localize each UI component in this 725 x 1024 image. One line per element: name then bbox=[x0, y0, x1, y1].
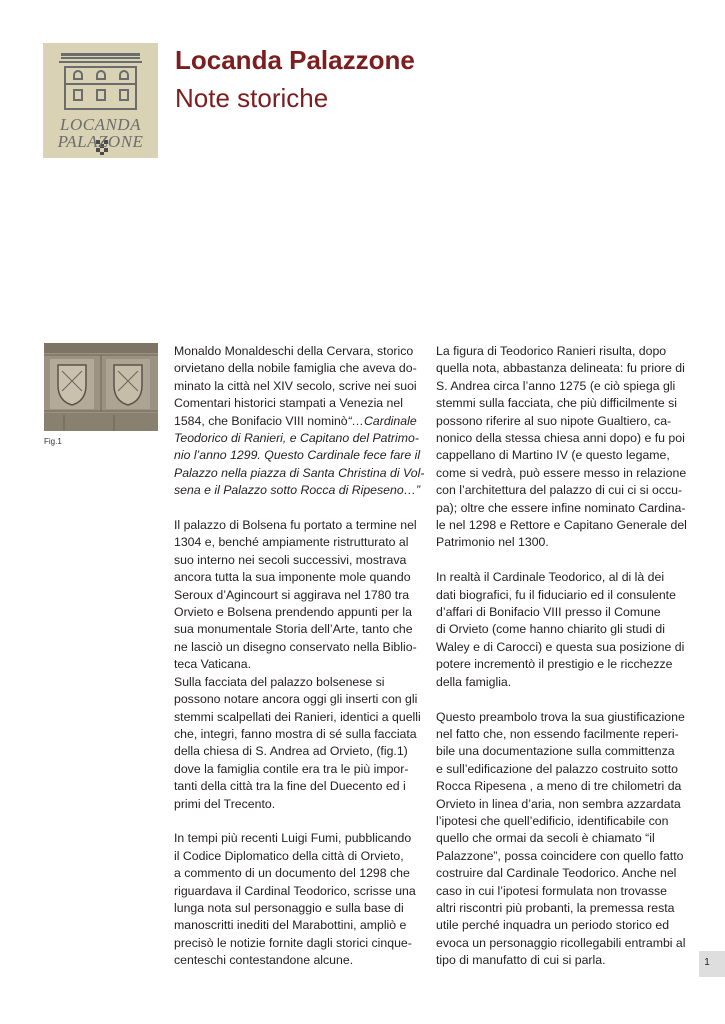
text-line: centeschi contestandone alcune. bbox=[174, 953, 354, 968]
text-line: Il palazzo di Bolsena fu portato a termine nel bbox=[174, 518, 417, 533]
text-line: il Codice Diplomatico della città di Orvieto, bbox=[174, 848, 404, 863]
text-line: dati biografici, fu il fiduciario ed il consulente bbox=[436, 587, 676, 602]
text-line: tipo di manufatto di cui si parla. bbox=[436, 953, 606, 968]
quote-line: Teodorico di Ranieri, e Capitano del Patrimo- bbox=[174, 431, 419, 446]
text-line: Rocca Ripesena , a meno di tre chilometri da bbox=[436, 779, 682, 794]
text-line: Patrimonio nel 1300. bbox=[436, 535, 549, 550]
quote-line: sena e il Palazzo sotto Rocca di Ripeseno…” bbox=[174, 483, 421, 498]
stone-coats-of-arms-image bbox=[44, 343, 158, 431]
text-line: Questo preambolo trova la sua giustificazione bbox=[436, 709, 685, 724]
text-line: riguardava il Cardinal Teodorico, scrisse una bbox=[174, 883, 416, 898]
text-line: Monaldo Monaldeschi della Cervara, storico bbox=[174, 344, 414, 358]
paragraph bbox=[174, 343, 425, 500]
text-line: Orvieto e Bolsena prendendo appunti per la bbox=[174, 605, 412, 620]
text-line: possono riferire al suo nipote Gualtiero, ca- bbox=[436, 413, 672, 428]
text-line: ancora tutta la sua imponente mole quando bbox=[174, 570, 411, 585]
text-segment: 1584, che Bonifacio VIII nominò bbox=[174, 413, 348, 428]
figure-1-photo bbox=[44, 343, 158, 431]
logo-word-palazone: PALAZONE bbox=[57, 132, 144, 151]
text-line: evoca un personaggio ricollegabili entrambi al bbox=[436, 935, 686, 950]
text-line: come si vedrà, può essere messo in relazione bbox=[436, 465, 687, 480]
text-line: con l’architettura del palazzo di cui ci si occu- bbox=[436, 483, 683, 498]
text-line: cappellano di Martino IV (e questo legame, bbox=[436, 448, 670, 463]
text-line: stemmi scalpellati dei Ranieri, identici a quelli bbox=[174, 709, 421, 724]
text-line bbox=[174, 413, 417, 430]
figure-caption: Fig.1 bbox=[44, 437, 62, 446]
text-line: costruire dal Cardinale Teodorico. Anche nel bbox=[436, 866, 677, 881]
text-line: a commento di un documento del 1298 che bbox=[174, 866, 410, 881]
text-line: primi del Trecento. bbox=[174, 796, 276, 811]
text-line: possono notare ancora oggi gli inserti con gli bbox=[174, 692, 418, 707]
paragraph bbox=[174, 674, 421, 813]
page-number-tab bbox=[699, 951, 725, 977]
text-line: e sull’edificazione del palazzo costruito sotto bbox=[436, 761, 678, 776]
text-line: di Orvieto (come hanno chiarito gli studi di bbox=[436, 622, 665, 637]
text-line: della chiesa di S. Andrea ad Orvieto, (fig.1) bbox=[174, 744, 408, 759]
text-line: caso in cui l’ipotesi formulata non trovasse bbox=[436, 883, 668, 898]
text-line: nel fatto che, non essendo facilmente reperi- bbox=[436, 726, 679, 741]
text-line: La figura di Teodorico Ranieri risulta, dopo bbox=[436, 344, 667, 358]
text-line: Sulla facciata del palazzo bolsenese si bbox=[174, 674, 385, 689]
text-line: Comentari historici stampati a Venezia nel bbox=[174, 396, 403, 411]
quote-segment: “…Cardinale bbox=[347, 413, 417, 428]
text-line: teca Vaticana. bbox=[174, 657, 252, 672]
text-line: lunga nota sul personaggio e sulla base di bbox=[174, 900, 404, 915]
text-line: le nel 1298 e Rettore e Capitano Generale del bbox=[436, 518, 687, 533]
text-column-right bbox=[436, 343, 687, 987]
text-line: ne lasciò un disegno conservato nella Biblio- bbox=[174, 639, 417, 654]
text-line: precisò le notizie fornite dagli storici cinque- bbox=[174, 935, 412, 950]
page-subtitle: Note storiche bbox=[175, 83, 329, 113]
text-line: nonico della stessa chiesa anni dopo) e fu poi bbox=[436, 431, 685, 446]
paragraph bbox=[174, 830, 416, 969]
text-line: S. Andrea circa l’anno 1275 (e ciò spiega gli bbox=[436, 378, 676, 393]
text-line: utile perché inquadra un periodo storico ed bbox=[436, 918, 670, 933]
text-line: Seroux d’Agincourt si aggirava nel 1780 tra bbox=[174, 587, 410, 602]
text-line: bile una documentazione sulla committenza bbox=[436, 744, 675, 759]
paragraph bbox=[436, 343, 687, 552]
text-line: della famiglia. bbox=[436, 674, 512, 689]
quote-line: Palazzo nella piazza di Santa Christina di Vol- bbox=[174, 465, 425, 480]
paragraph bbox=[174, 517, 417, 674]
text-column-left bbox=[174, 343, 425, 987]
text-line: 1304 e, benché ampiamente ristrutturato al bbox=[174, 535, 409, 550]
text-line: tanti della città tra la fine del Duecento ed i bbox=[174, 779, 406, 794]
text-line: d’affari di Bonifacio VIII presso il Comune bbox=[436, 605, 661, 620]
text-line: quello che ormai da secoli è chiamato “il bbox=[436, 831, 655, 846]
text-line: suo interno nei secoli successivi, mostrava bbox=[174, 552, 407, 567]
text-line: l’ipotesi che quell’edificio, identificabile con bbox=[436, 813, 669, 828]
text-line: che, integri, fanno mostra di sé sulla facciata bbox=[174, 726, 417, 741]
text-line: minato la città nel XIV secolo, scrive nei suoi bbox=[174, 378, 417, 393]
quote-line: nio l’anno 1299. Questo Cardinale fece fare il bbox=[174, 448, 421, 463]
text-line: dove la famiglia contile era tra le più impor- bbox=[174, 761, 409, 776]
text-line: manoscritti inediti del Marabottini, ampliò e bbox=[174, 918, 407, 933]
text-line: stemmi sulla facciata, che più difficilmente si bbox=[436, 396, 678, 411]
text-line: orvietano della nobile famiglia che aveva do- bbox=[174, 361, 417, 376]
locanda-palazzone-logo bbox=[43, 43, 158, 158]
text-line: Palazzone”, possa coincidere con quello fatto bbox=[436, 848, 684, 863]
logo-word-locanda: LOCANDA bbox=[60, 115, 141, 134]
text-line: potere incrementò il prestigio e le ricchezze bbox=[436, 657, 673, 672]
text-line: pa); oltre che essere infine nominato Cardina- bbox=[436, 500, 686, 515]
text-line: quella nota, abbastanza delineata: fu priore di bbox=[436, 361, 685, 376]
text-line: altri riscontri più probanti, la premessa resta bbox=[436, 900, 675, 915]
page-number: 1 bbox=[704, 957, 710, 968]
text-line: sua monumentale Storia dell’Arte, tanto che bbox=[174, 622, 413, 637]
text-line: Waley e di Carocci) e questa sua posizione di bbox=[436, 639, 685, 654]
paragraph bbox=[436, 569, 685, 691]
text-line: Orvieto in linea d’aria, non sembra azzardata bbox=[436, 796, 681, 811]
text-line: In tempi più recenti Luigi Fumi, pubblicando bbox=[174, 831, 412, 846]
text-line: In realtà il Cardinale Teodorico, al di là dei bbox=[436, 570, 665, 585]
paragraph bbox=[436, 709, 686, 970]
page-title: Locanda Palazzone bbox=[175, 45, 415, 75]
